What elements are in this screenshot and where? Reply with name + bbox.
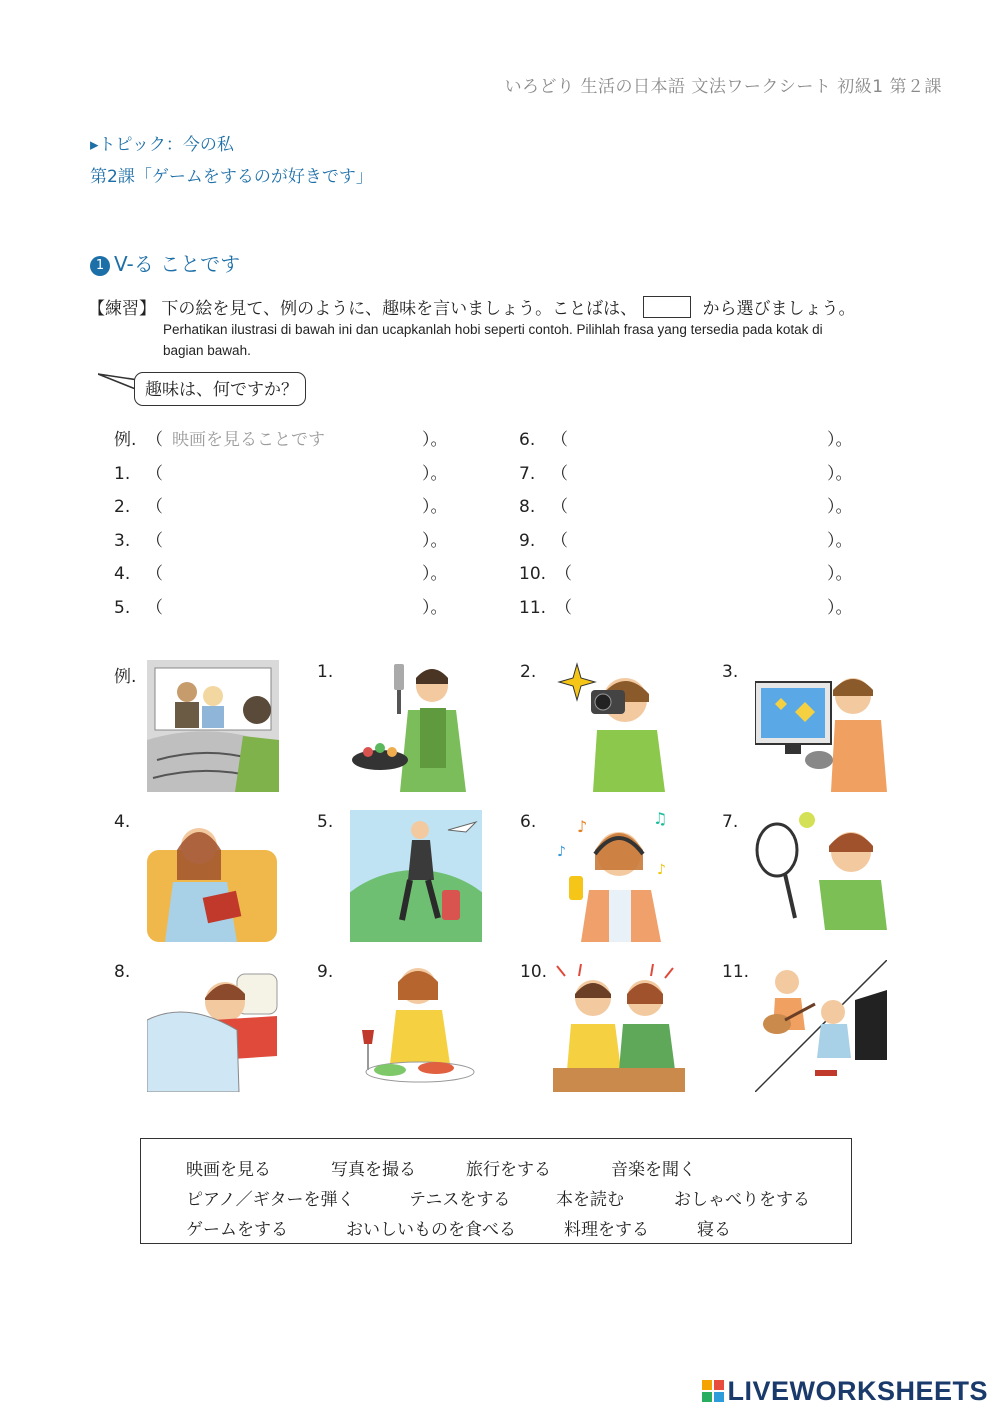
close-paren: ）。: [827, 430, 853, 450]
close-paren: ）。: [827, 598, 853, 618]
open-paren: （: [551, 531, 568, 551]
instruction-translation: Perhatikan ilustrasi di bawah ini dan ucapkanlah hobi seperti contoh. Pilihlah frasa yang tersedia pada kotak di bagian bawah.: [163, 322, 823, 358]
answer-row: [114, 495, 474, 519]
open-paren: （: [146, 564, 163, 584]
topic-label: ▸トピック：今の私: [90, 135, 234, 155]
example-answer: 映画を見ることです: [172, 430, 325, 450]
answer-label: 9.: [519, 531, 536, 551]
close-paren: ）。: [827, 497, 853, 517]
answer-row: [519, 596, 879, 620]
instruction-after: から選びましょう。: [702, 299, 856, 319]
movie-theater-illustration: [147, 660, 279, 792]
cooking-illustration: [350, 660, 482, 792]
word-bank-item[interactable]: 旅行をする: [466, 1160, 551, 1180]
answer-label: 2.: [114, 497, 131, 517]
open-paren: （: [146, 430, 163, 450]
answers-left-column: [114, 428, 474, 628]
answer-row: [519, 529, 879, 553]
chatting-illustration: [553, 960, 685, 1092]
picture-label: 9.: [317, 962, 334, 982]
word-bank-item[interactable]: 本を読む: [556, 1190, 624, 1210]
answer-label: 3.: [114, 531, 131, 551]
picture-label: 2.: [520, 662, 537, 682]
answer-label: 10.: [519, 564, 547, 584]
open-paren: （: [146, 497, 163, 517]
word-bank-item[interactable]: 料理をする: [564, 1220, 649, 1240]
answer-label: 5.: [114, 598, 131, 618]
answer-row: [519, 428, 879, 452]
answer-label: 例.: [114, 430, 137, 450]
close-paren: ）。: [422, 598, 448, 618]
answer-input-11[interactable]: [577, 596, 817, 620]
answer-row: [114, 562, 474, 586]
open-paren: （: [146, 464, 163, 484]
lesson-title: 第2課「ゲームをするのが好きです」: [90, 167, 373, 187]
music-listening-illustration: [553, 810, 685, 942]
answer-input-2[interactable]: [172, 495, 412, 519]
answer-label: 6.: [519, 430, 536, 450]
open-paren: （: [555, 598, 572, 618]
answer-row: [114, 462, 474, 486]
picture-label: 11.: [722, 962, 750, 982]
answer-row: [519, 562, 879, 586]
answers-right-column: [519, 428, 879, 628]
picture-label: 4.: [114, 812, 131, 832]
close-paren: ）。: [827, 464, 853, 484]
section-number-badge: 1: [90, 256, 110, 276]
question-bubble: 趣味は、何ですか？: [134, 372, 306, 406]
picture-label: 8.: [114, 962, 131, 982]
answer-input-4[interactable]: [172, 562, 412, 586]
answer-label: 7.: [519, 464, 536, 484]
svg-text:♪: ♪: [657, 862, 666, 878]
picture-label: 6.: [520, 812, 537, 832]
picture-label: 7.: [722, 812, 739, 832]
answer-input-3[interactable]: [172, 529, 412, 553]
liveworksheets-logo-icon: [702, 1380, 724, 1402]
travel-illustration: [350, 810, 482, 942]
picture-label: 10.: [520, 962, 548, 982]
answer-label: 8.: [519, 497, 536, 517]
picture-label: 1.: [317, 662, 334, 682]
svg-text:♫: ♫: [653, 810, 668, 828]
section-heading: [90, 248, 240, 277]
answer-input-9[interactable]: [577, 529, 817, 553]
word-bank-item[interactable]: 写真を撮る: [331, 1160, 416, 1180]
close-paren: ）。: [827, 564, 853, 584]
close-paren: ）。: [422, 464, 448, 484]
word-box-symbol: [643, 296, 691, 318]
picture-label: 例.: [114, 667, 137, 687]
word-bank-item[interactable]: おしゃべりをする: [674, 1190, 810, 1210]
sleeping-illustration: [147, 960, 279, 1092]
word-bank-item[interactable]: 寝る: [697, 1220, 731, 1240]
answer-row: [519, 462, 879, 486]
word-bank-item[interactable]: 映画を見る: [186, 1160, 271, 1180]
answer-row: [114, 596, 474, 620]
answer-input-5[interactable]: [172, 596, 412, 620]
exercise-instruction: [88, 294, 855, 319]
instruction-before: 下の絵を見て、例のように、趣味を言いましょう。ことばは、: [161, 299, 638, 319]
picture-label: 3.: [722, 662, 739, 682]
answer-label: 4.: [114, 564, 131, 584]
answer-row-example: [114, 428, 474, 452]
close-paren: ）。: [827, 531, 853, 551]
answer-input-8[interactable]: [577, 495, 817, 519]
worksheet-series-title: いろどり 生活の日本語 文法ワークシート 初級1 第２課: [504, 77, 942, 97]
open-paren: （: [146, 531, 163, 551]
picture-label: 5.: [317, 812, 334, 832]
answer-label: 11.: [519, 598, 547, 618]
answer-row: [114, 529, 474, 553]
section-title: V-る ことです: [114, 252, 241, 276]
answer-input-10[interactable]: [577, 562, 817, 586]
photography-illustration: [553, 660, 685, 792]
reading-illustration: [147, 810, 279, 942]
word-bank-item[interactable]: おいしいものを食べる: [346, 1220, 516, 1240]
word-bank-item[interactable]: 音楽を聞く: [611, 1160, 696, 1180]
svg-text:♪: ♪: [577, 817, 588, 836]
answer-input-1[interactable]: [172, 462, 412, 486]
word-bank-item[interactable]: ゲームをする: [186, 1220, 288, 1240]
video-game-illustration: [755, 660, 887, 792]
logo-text: LIVEWORKSHEETS: [727, 1376, 988, 1406]
answer-label: 1.: [114, 464, 131, 484]
exercise-label: 【練習】: [88, 299, 156, 319]
piano-guitar-illustration: [755, 960, 887, 1092]
open-paren: （: [551, 430, 568, 450]
liveworksheets-logo[interactable]: [702, 1376, 988, 1407]
eating-illustration: [350, 960, 482, 1092]
close-paren: ）。: [422, 430, 448, 450]
answer-input-7[interactable]: [577, 462, 817, 486]
open-paren: （: [551, 464, 568, 484]
word-bank-item[interactable]: テニスをする: [409, 1190, 511, 1210]
tennis-illustration: [755, 810, 887, 942]
close-paren: ）。: [422, 531, 448, 551]
open-paren: （: [146, 598, 163, 618]
open-paren: （: [551, 497, 568, 517]
svg-text:♪: ♪: [557, 844, 566, 860]
open-paren: （: [555, 564, 572, 584]
answer-input-6[interactable]: [577, 428, 817, 452]
word-bank: [140, 1138, 852, 1244]
word-bank-item[interactable]: ピアノ／ギターを弾く: [186, 1190, 355, 1210]
close-paren: ）。: [422, 564, 448, 584]
close-paren: ）。: [422, 497, 448, 517]
answer-row: [519, 495, 879, 519]
